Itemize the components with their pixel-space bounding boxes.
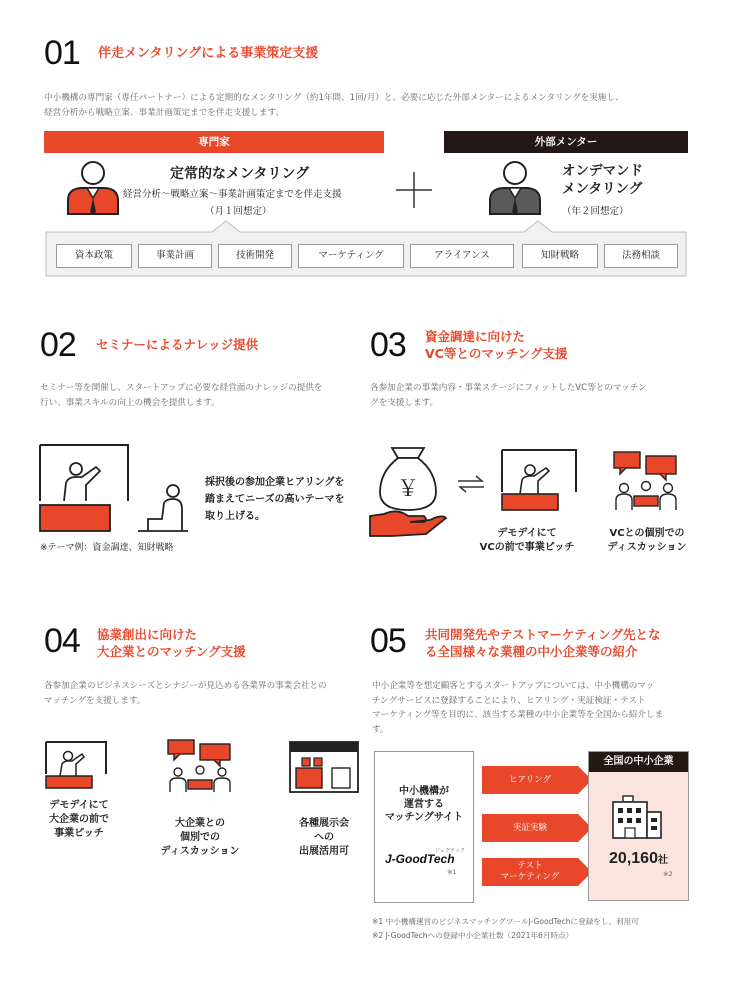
section-02-number: 02 [40, 326, 76, 364]
caption-line: VCの前で事業ピッチ [479, 542, 575, 553]
title-line: る全国様々な業種の中小企業等の紹介 [425, 644, 638, 659]
vc-discussion-caption [592, 527, 702, 555]
regular-mentoring-frequency: （月１回想定） [205, 206, 272, 217]
corporate-pitch-caption [34, 799, 124, 841]
corporate-discussion-caption [150, 817, 250, 859]
exhibition-caption [276, 817, 372, 859]
section-05-number: 05 [370, 622, 406, 660]
ondemand-line: オンデマンド [562, 163, 643, 179]
caption-line: 個別での [180, 832, 220, 843]
expert-person-icon [64, 158, 122, 216]
callout-line: 採択後の参加企業ヒアリングを [205, 477, 345, 488]
sme-unit: 社 [657, 855, 668, 866]
section-05-footnotes [372, 915, 639, 943]
section-01-title: 伴走メンタリングによる事業策定支援 [98, 46, 319, 61]
section-01-number: 01 [44, 34, 80, 72]
pitch-illustration-icon [500, 448, 580, 512]
plus-icon [394, 170, 434, 210]
desc-line: グを支援します。 [370, 397, 439, 408]
seminar-callout [205, 474, 345, 525]
site-line: 中小機構が [399, 786, 449, 797]
sme-count: 20,160 [609, 850, 658, 867]
external-mentor-bar: 外部メンター [444, 131, 688, 153]
caption-line: 事業ピッチ [54, 828, 104, 839]
jgoodtech-ruby: ジェグテック [435, 848, 465, 854]
ondemand-frequency: （年２回想定） [562, 206, 629, 217]
topic-tag: 法務相談 [604, 244, 678, 268]
matching-site-label [375, 785, 473, 824]
title-line: 協業創出に向けた [97, 627, 198, 642]
caption-line: 各種展示会 [299, 818, 349, 829]
desc-line: 各参加企業のビジネスシーズとシナジーが見込める各業界の事業会社との [44, 681, 327, 691]
vc-pitch-caption [472, 527, 582, 555]
desc-line: 各参加企業の事業内容・事業ステージにフィットしたVC等とのマッチン [370, 383, 647, 393]
desc-line: 行い、事業スキルの向上の機会を提供します。 [40, 397, 220, 408]
exhibition-booth-icon [288, 740, 360, 794]
section-05-title [425, 626, 661, 660]
ondemand-line: メンタリング [562, 181, 643, 197]
section-04-number: 04 [44, 622, 80, 660]
corporate-discussion-icon [164, 738, 236, 794]
discussion-illustration-icon [610, 448, 682, 514]
arrow-test-marketing: テスト マーケティング [500, 861, 560, 882]
section-04-title [97, 626, 246, 660]
topic-tag: 事業計画 [138, 244, 212, 268]
footnote-line: ※2 J-GoodTechへの登録中小企業社数（2021年6月時点） [372, 931, 574, 940]
exchange-arrows-icon [456, 474, 486, 494]
section-03-number: 03 [370, 326, 406, 364]
desc-line: マッチングを支援します。 [44, 695, 146, 706]
caption-line: デモデイにて [497, 528, 557, 539]
desc-line: 中小企業等を想定顧客とするスタートアップについては、中小機構のマッ [372, 681, 655, 691]
sme-count-row [589, 850, 688, 868]
caption-line: VCとの個別での [609, 528, 685, 539]
topic-tag: 資本政策 [56, 244, 132, 268]
matching-site-box [374, 751, 474, 903]
section-03-title [425, 328, 567, 362]
note-mark-1: ※1 [447, 868, 457, 876]
caption-line: ディスカッション [607, 542, 687, 553]
seminar-illustration-icon [38, 443, 198, 535]
sme-header: 全国の中小企業 [589, 752, 688, 772]
topic-tag: アライアンス [410, 244, 514, 268]
desc-line: セミナー等を開催し、スタートアップに必要な経営面のナレッジの提供を [40, 383, 323, 393]
desc-line: マーケティング等を目的に、該当する業種の中小企業等を全国から紹介しま [372, 710, 664, 720]
site-line: マッチングサイト [384, 812, 464, 823]
note-mark-2: ※2 [663, 870, 673, 878]
expert-bar: 専門家 [44, 131, 384, 153]
callout-line: 取り上げる。 [205, 511, 265, 522]
caption-line: 大企業との [175, 818, 225, 829]
desc-line: 経営分析から戦略立案、事業計画策定までを伴走支援します。 [44, 107, 284, 118]
title-line: 共同開発先やテストマーケティング先とな [425, 627, 661, 642]
mentor-person-icon [486, 158, 544, 216]
desc-line: チングサービスに登録することにより、ヒアリング・実証検証・テスト [372, 695, 646, 706]
title-line: VC等とのマッチング支援 [425, 346, 568, 361]
regular-mentoring-subtitle: 経営分析〜戦略立案〜事業計画策定までを伴走支援 [123, 189, 342, 200]
section-02-title: セミナーによるナレッジ提供 [96, 337, 259, 352]
section-02-description [40, 381, 360, 410]
section-04-description [44, 679, 364, 708]
corporate-pitch-icon [44, 740, 110, 790]
desc-line: す。 [372, 724, 389, 735]
site-line: 運営する [404, 799, 444, 810]
title-line: 資金調達に向けた [425, 329, 526, 344]
section-01-description [44, 91, 704, 120]
regular-mentoring-title: 定常的なメンタリング [170, 166, 310, 182]
arrow-hearing: ヒアリング [509, 774, 551, 785]
jgoodtech-logo: J-GoodTech [385, 852, 455, 866]
footnote-line: ※1 中小機構運営のビジネスマッチングツールJ-GoodTechに登録をし、利用可 [372, 917, 639, 926]
ondemand-mentoring-title [562, 162, 643, 198]
desc-line: 中小機構の専門家（専任パートナー）による定期的なメンタリング（約1年間、1回/月）と、必要に応じた外部メンターによるメンタリングを実施し、 [44, 93, 624, 103]
caption-line: デモデイにて [49, 800, 109, 811]
caption-line: ディスカッション [160, 846, 240, 857]
yen-symbol: ￥ [396, 477, 420, 502]
callout-line: 踏まえてニーズの高いテーマを [205, 494, 345, 505]
money-bag-icon [368, 444, 448, 540]
caption-line: 大企業の前で [49, 814, 109, 825]
topic-tag: 知財戦略 [522, 244, 598, 268]
section-03-description [370, 381, 700, 410]
topic-tag: 技術開発 [218, 244, 292, 268]
caption-line: 出展活用可 [299, 846, 349, 857]
sme-box [588, 751, 689, 901]
office-building-icon [609, 794, 665, 840]
seminar-theme-note: ※テーマ例：資金調達、知財戦略 [40, 543, 174, 553]
section-05-description [372, 679, 702, 737]
caption-line: への [314, 832, 334, 843]
title-line: 大企業とのマッチング支援 [97, 644, 246, 659]
arrow-verification: 実証実験 [512, 822, 547, 833]
topic-tag: マーケティング [298, 244, 404, 268]
